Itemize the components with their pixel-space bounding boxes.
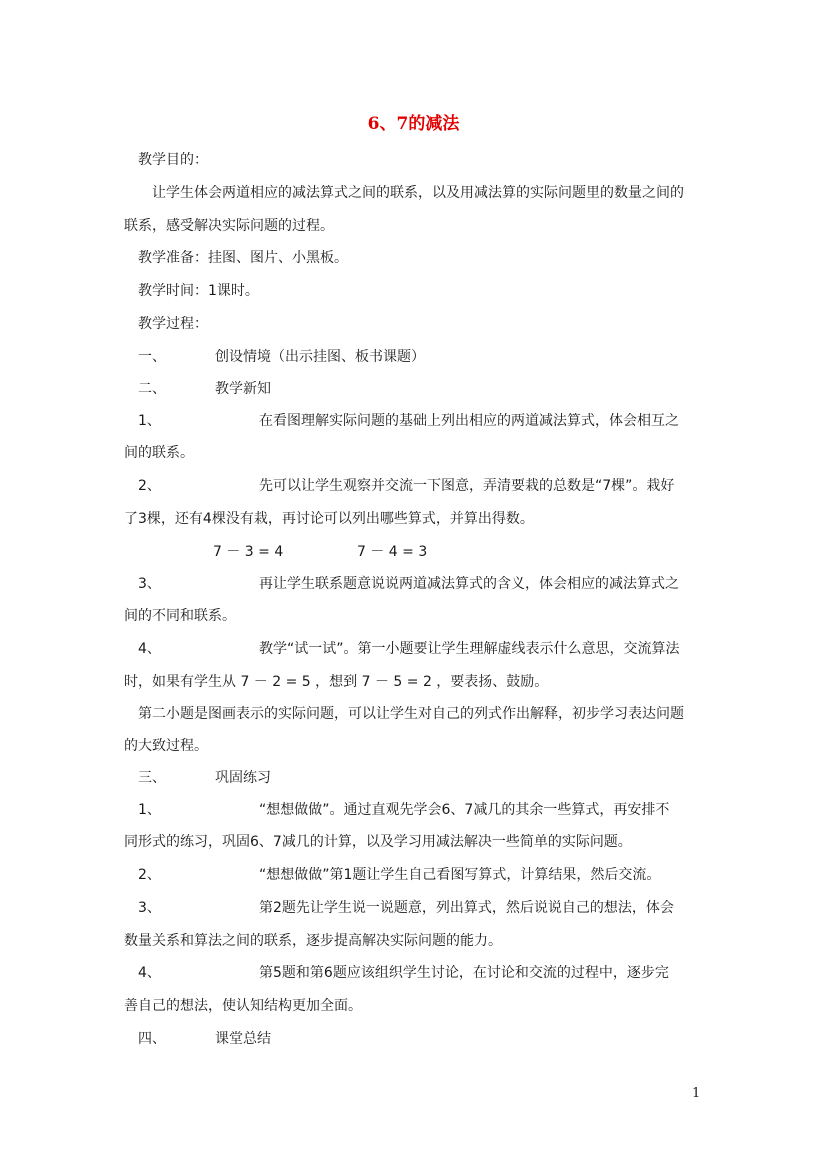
section-1-heading: 创设情境（出示挂图、板书课题）: [215, 349, 425, 365]
section-4-number: 四、: [138, 1031, 166, 1047]
section-1-number: 一、: [138, 349, 166, 365]
goal-line-1: 让学生体会两道相应的减法算式之间的联系，以及用减法算的实际问题里的数量之间的: [152, 185, 684, 201]
practice-3-number: 3、: [138, 900, 161, 916]
item-1-line-1: 在看图理解实际问题的基础上列出相应的两道减法算式，体会相互之: [259, 413, 679, 429]
item-3-number: 3、: [138, 576, 161, 592]
item-4-line-2: 时，如果有学生从 7 － 2 = 5 ，想到 7 － 5 = 2 ，要表扬、鼓励。: [124, 674, 549, 690]
section-2-number: 二、: [138, 381, 166, 397]
item-1-number: 1、: [138, 413, 161, 429]
item-4-line-1: 教学“试一试”。第一小题要让学生理解虚线表示什么意思，交流算法: [259, 641, 680, 657]
section-2-heading: 教学新知: [215, 381, 271, 397]
practice-4-line-1: 第5题和第6题应该组织学生讨论，在讨论和交流的过程中，逐步完: [259, 965, 669, 981]
section-3-heading: 巩固练习: [215, 770, 271, 786]
page-number: 1: [692, 1086, 701, 1101]
item-2-number: 2、: [138, 478, 161, 494]
prep-line: 教学准备：挂图、图片、小黑板。: [138, 250, 348, 266]
practice-3-line-1: 第2题先让学生说一说题意，列出算式，然后说说自己的想法，体会: [259, 900, 674, 916]
practice-1-line-2: 同形式的练习，巩固6、7减几的计算，以及学习用减法解决一些简单的实际问题。: [124, 834, 632, 850]
document-title: 6、7的减法: [367, 114, 460, 134]
practice-2-number: 2、: [138, 867, 161, 883]
section-4-heading: 课堂总结: [215, 1031, 271, 1047]
equation-1: 7 － 3 = 4: [213, 544, 284, 560]
practice-4-line-2: 善自己的想法，使认知结构更加全面。: [124, 998, 362, 1014]
item-1-line-2: 间的联系。: [124, 445, 194, 461]
time-line: 教学时间：1课时。: [138, 283, 259, 299]
practice-4-number: 4、: [138, 965, 161, 981]
goal-heading: 教学目的：: [138, 152, 208, 168]
paragraph-line-2: 的大致过程。: [124, 738, 208, 754]
practice-1-number: 1、: [138, 802, 161, 818]
process-heading: 教学过程：: [138, 316, 208, 332]
goal-line-2: 联系，感受解决实际问题的过程。: [124, 218, 334, 234]
practice-2-line-1: “想想做做”第1题让学生自己看图写算式，计算结果，然后交流。: [259, 867, 661, 883]
equation-2: 7 － 4 = 3: [357, 544, 428, 560]
item-3-line-1: 再让学生联系题意说说两道减法算式的含义，体会相应的减法算式之: [259, 576, 679, 592]
item-3-line-2: 间的不同和联系。: [124, 608, 236, 624]
item-2-line-1: 先可以让学生观察并交流一下图意，弄清要栽的总数是“7棵”。栽好: [259, 478, 675, 494]
item-4-number: 4、: [138, 641, 161, 657]
item-2-line-2: 了3棵，还有4棵没有栽，再讨论可以列出哪些算式，并算出得数。: [124, 511, 534, 527]
paragraph-line-1: 第二小题是图画表示的实际问题，可以让学生对自己的列式作出解释，初步学习表达问题: [138, 706, 684, 722]
section-3-number: 三、: [138, 770, 166, 786]
practice-3-line-2: 数量关系和算法之间的联系，逐步提高解决实际问题的能力。: [124, 933, 502, 949]
practice-1-line-1: “想想做做”。通过直观先学会6、7减几的其余一些算式，再安排不: [259, 802, 670, 818]
